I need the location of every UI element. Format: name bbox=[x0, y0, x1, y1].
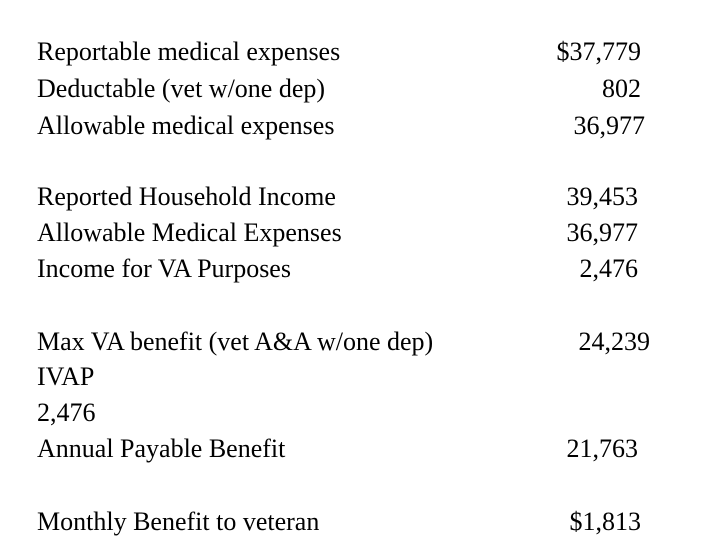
allowable-medical-label: Allowable medical expenses bbox=[37, 111, 335, 140]
allowable-expenses-label: Allowable Medical Expenses bbox=[37, 218, 342, 247]
deductible-value: 802 bbox=[602, 74, 641, 103]
income-va-label: Income for VA Purposes bbox=[37, 254, 291, 283]
reportable-medical-value: $37,779 bbox=[556, 37, 641, 66]
annual-benefit-value: 21,763 bbox=[566, 434, 638, 463]
ivap-amount: 2,476 bbox=[37, 398, 96, 427]
ivap-label: IVAP bbox=[37, 362, 95, 391]
max-benefit-value: 24,239 bbox=[578, 327, 650, 356]
max-benefit-label: Max VA benefit (vet A&A w/one dep) bbox=[37, 327, 434, 356]
allowable-medical-value: 36,977 bbox=[573, 111, 645, 140]
monthly-benefit-value: $1,813 bbox=[569, 507, 641, 536]
income-va-value: 2,476 bbox=[579, 254, 638, 283]
reportable-medical-label: Reportable medical expenses bbox=[37, 37, 341, 66]
household-income-label: Reported Household Income bbox=[37, 182, 336, 211]
annual-benefit-label: Annual Payable Benefit bbox=[37, 434, 286, 463]
household-income-value: 39,453 bbox=[566, 182, 638, 211]
allowable-expenses-value: 36,977 bbox=[566, 218, 638, 247]
monthly-benefit-label: Monthly Benefit to veteran bbox=[37, 507, 320, 536]
deductible-label: Deductable (vet w/one dep) bbox=[37, 74, 326, 103]
